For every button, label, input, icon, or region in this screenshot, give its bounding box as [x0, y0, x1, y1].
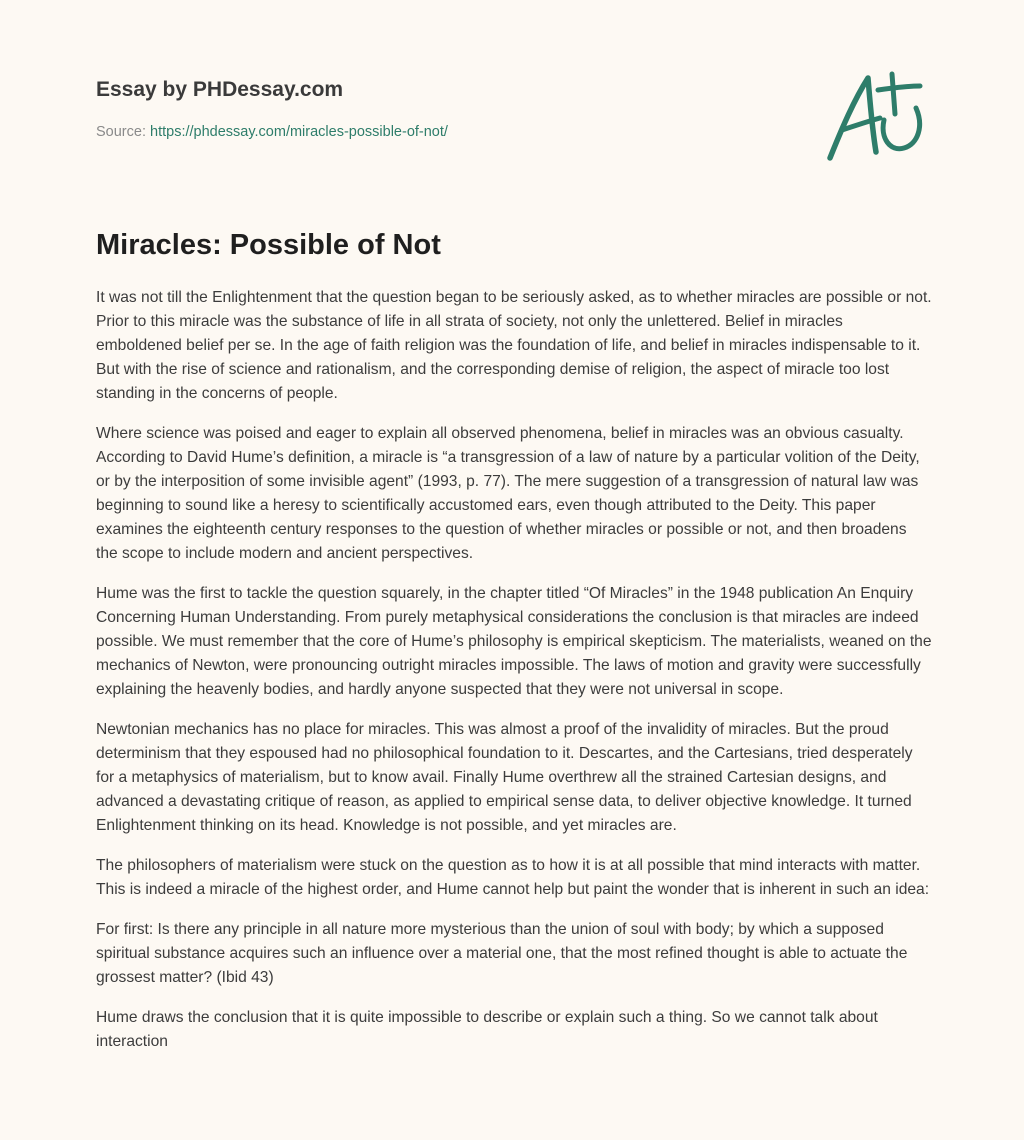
source-label: Source: [96, 124, 146, 140]
essay-paragraph: Newtonian mechanics has no place for miracles. This was almost a proof of the invalidity of miracles. But the proud determinism that they espoused had no philosophical foundation to it. Descartes, and the Cartesians, tried desperately for a metaphysics of materialism, but to know avail. Finally Hume overthrew all the strained Cartesian designs, and advanced a devastating critique of reason, as applied to empirical sense data, to deliver objective knowledge. It turned Enlightenment thinking on its head. Knowledge is not possible, and yet miracles are. [96, 721, 913, 834]
essay-paragraph: It was not till the Enlightenment that the question began to be seriously asked, as to whether miracles are possible or not. Prior to this miracle was the substance of life in all strata of society, not only the unlettered. Belief in miracles emboldened belief per se. In the age of faith religion was the foundation of life, and belief in miracles indispensable to it. But with the rise of science and rationalism, and the corresponding demise of religion, the aspect of miracle too lost standing in the concerns of people. [96, 289, 932, 402]
essay-paragraph: Hume draws the conclusion that it is quite impossible to describe or explain such a thing. So we cannot talk about interaction [96, 1009, 878, 1050]
source-line [96, 124, 448, 140]
essay-title: Miracles: Possible of Not [96, 229, 441, 261]
a-plus-logo-icon [820, 66, 928, 166]
essay-paragraph: Hume was the first to tackle the question squarely, in the chapter titled “Of Miracles” in the 1948 publication An Enquiry Concerning Human Understanding. From purely metaphysical considerations the conclusion is that miracles are indeed possible. We must remember that the core of Hume’s philosophy is empirical skepticism. The materialists, weaned on the mechanics of Newton, were pronouncing outright miracles impossible. The laws of motion and gravity were successfully explaining the heavenly bodies, and hardly anyone suspected that they were not universal in scope. [96, 585, 932, 698]
essay-paragraph: Where science was poised and eager to explain all observed phenomena, belief in miracles was an obvious casualty. According to David Hume’s definition, a miracle is “a transgression of a law of nature by a particular volition of the Deity, or by the interposition of some invisible agent” (1993, p. 77). The mere suggestion of a transgression of natural law was beginning to sound like a heresy to scientifically accustomed ears, even though attributed to the Deity. This paper examines the eighteenth century responses to the question of whether miracles or possible or not, and then broadens the scope to include modern and ancient perspectives. [96, 425, 920, 562]
page-header [96, 76, 936, 140]
essay-paragraph: For first: Is there any principle in all nature more mysterious than the union of soul with body; by which a supposed spiritual substance acquires such an influence over a material one, that the most refined thought is able to actuate the grossest matter? (Ibid 43) [96, 921, 908, 986]
essay-paragraph: The philosophers of materialism were stuck on the question as to how it is at all possible that mind interacts with matter. This is indeed a miracle of the highest order, and Hume cannot help but paint the wonder that is inherent in such an idea: [96, 857, 930, 898]
essay-body [96, 286, 932, 1070]
source-link[interactable]: https://phdessay.com/miracles-possible-of-not/ [150, 124, 448, 140]
site-title: Essay by PHDessay.com [96, 78, 344, 101]
